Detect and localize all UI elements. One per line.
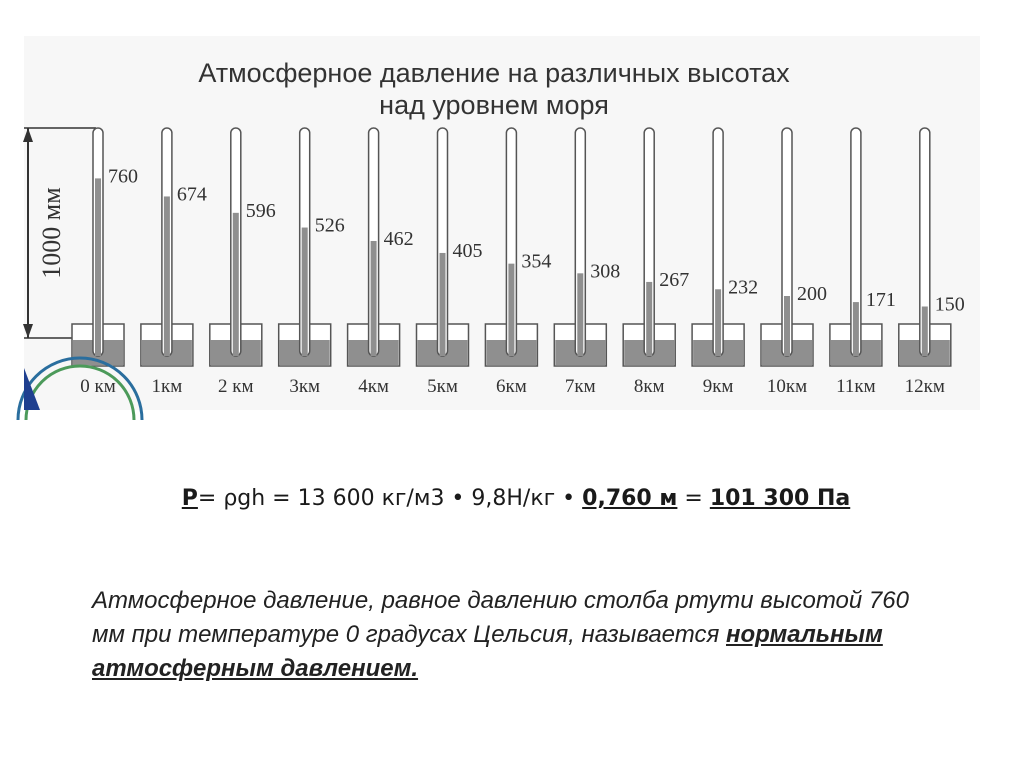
pressure-label: 674 <box>176 183 207 206</box>
diagram-title-line-1: Атмосферное давление на различных высотах <box>198 58 790 88</box>
mercury-column <box>302 228 308 356</box>
altitude-label: 8км <box>633 376 665 397</box>
mercury-column <box>164 196 170 356</box>
diagram-title-line-2: над уровнем моря <box>379 90 609 120</box>
pressure-label: 308 <box>590 260 621 283</box>
mercury-column <box>508 264 514 356</box>
pressure-label: 150 <box>934 293 965 316</box>
pressure-label: 354 <box>521 250 552 273</box>
pressure-label: 526 <box>314 214 345 237</box>
pressure-label: 405 <box>452 239 483 262</box>
altitude-label: 4км <box>358 376 389 397</box>
mercury-column <box>715 289 721 356</box>
definition-term: нормальным атмосферным давлением. <box>92 621 883 682</box>
altitude-label: 2 км <box>218 376 254 397</box>
mercury-column <box>853 302 859 356</box>
mercury-column <box>233 213 239 356</box>
mercury-column <box>440 253 446 356</box>
pressure-label: 171 <box>865 289 896 312</box>
altitude-label: 1км <box>151 376 183 397</box>
altitude-label: 11км <box>836 376 876 397</box>
scale-label: 1000 мм <box>37 187 66 279</box>
mercury-column <box>784 296 790 356</box>
pressure-formula <box>0 486 1024 511</box>
pressure-label: 267 <box>659 268 690 291</box>
mercury-column <box>95 178 101 356</box>
mercury-column <box>371 241 377 356</box>
formula-equals: = <box>677 486 710 511</box>
altitude-label: 12км <box>904 376 945 397</box>
altitude-label: 5км <box>427 376 458 397</box>
altitude-label: 7км <box>564 376 596 397</box>
pressure-label: 462 <box>383 227 414 250</box>
altitude-label: 9км <box>702 376 734 397</box>
formula-height: 0,760 м <box>582 486 678 511</box>
formula-symbol-p: P <box>181 486 198 511</box>
pressure-label: 596 <box>245 199 276 222</box>
normal-pressure-definition <box>92 584 922 686</box>
formula-expression: = ρgh = 13 600 кг/м3 • 9,8Н/кг • <box>197 486 583 511</box>
altitude-label: 3км <box>289 376 321 397</box>
altitude-label: 10км <box>766 376 808 397</box>
formula-result: 101 300 Па <box>709 486 851 511</box>
mercury-column <box>922 307 928 357</box>
altitude-label: 0 км <box>80 376 116 397</box>
pressure-label: 200 <box>797 283 827 305</box>
mercury-column <box>646 282 652 356</box>
pressure-label: 760 <box>108 165 138 188</box>
mercury-column <box>577 273 583 356</box>
definition-text: Атмосферное давление, равное давлению столба ртути высотой 760 мм при температуре 0 градусах Цельсия, называется <box>92 587 909 648</box>
pressure-label: 232 <box>728 276 759 299</box>
altitude-label: 6км <box>496 376 527 397</box>
